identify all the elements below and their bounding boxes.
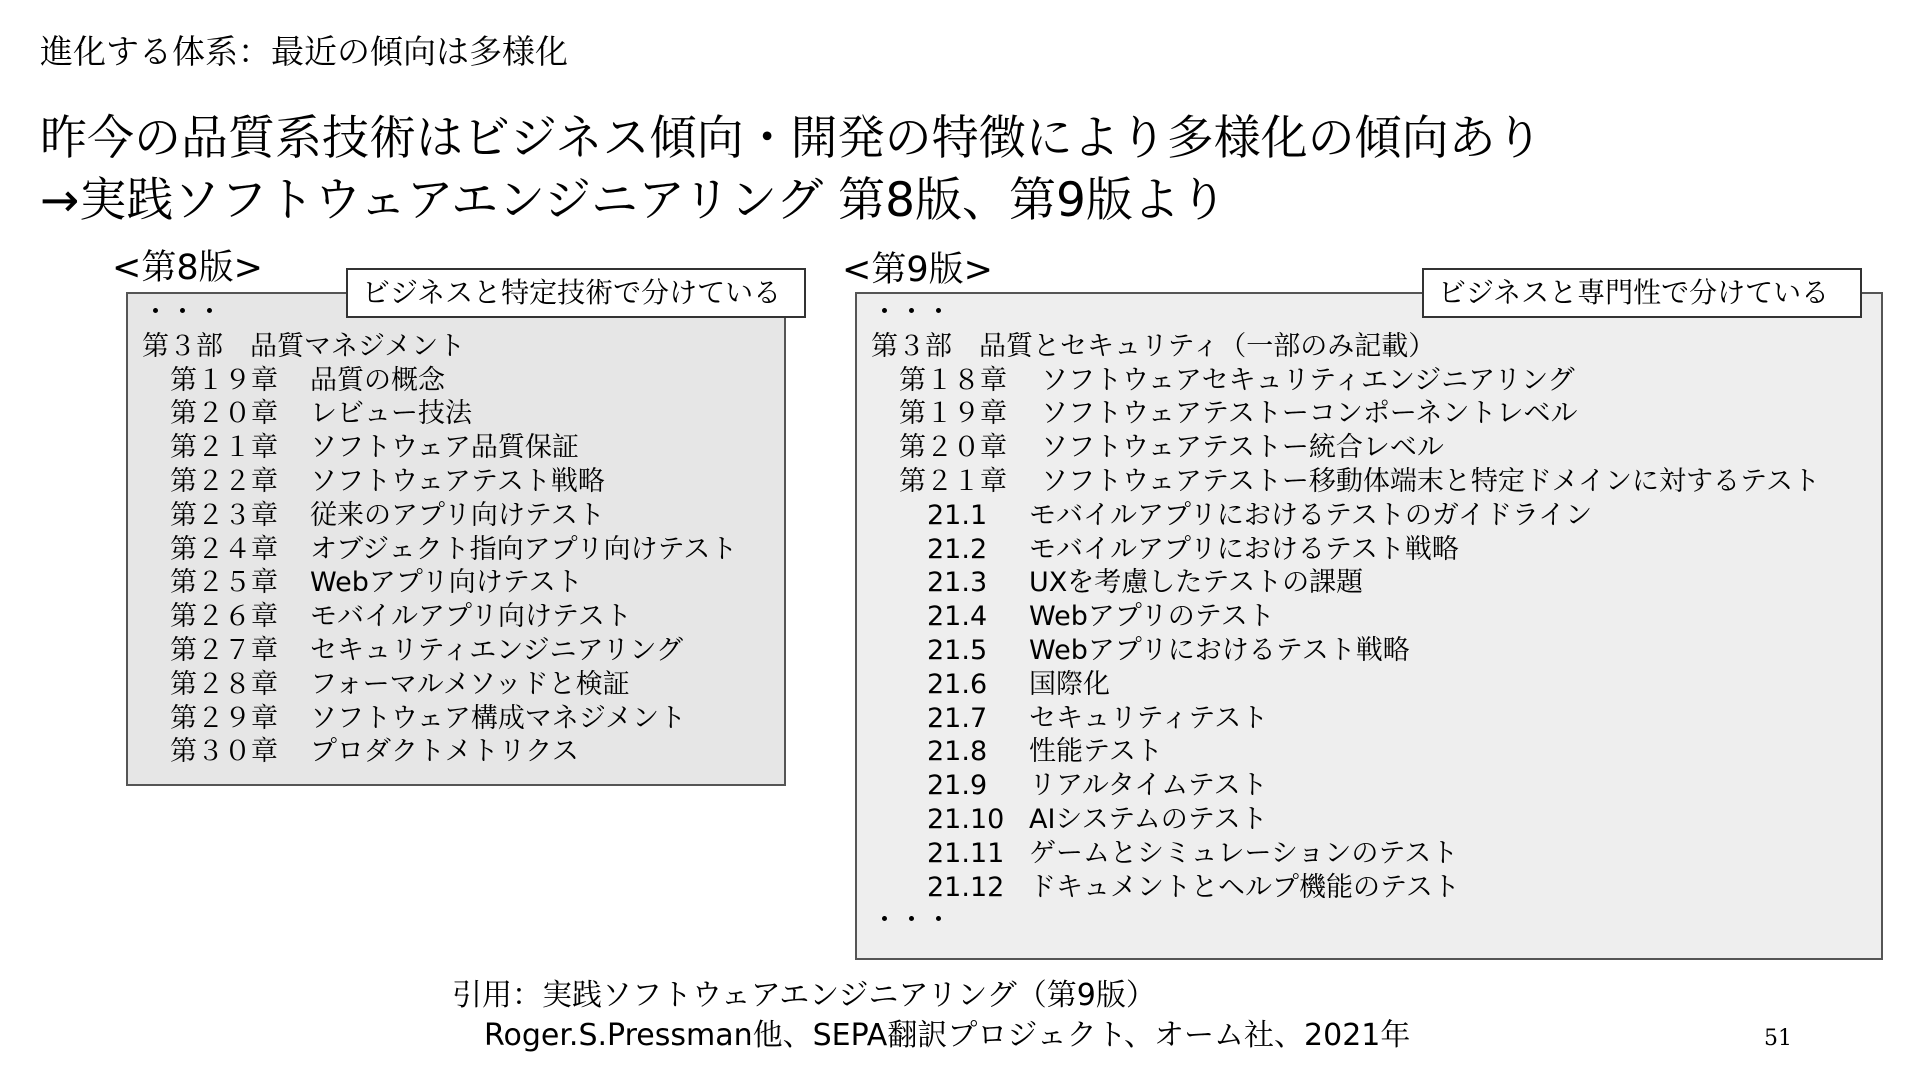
section-number: 21.7 bbox=[927, 702, 988, 734]
chapter-number: 第２３章 bbox=[170, 499, 278, 531]
v9-ellipsis-bottom: ・・・ bbox=[871, 905, 952, 937]
chapter-number: 第２７章 bbox=[170, 634, 278, 666]
chapter-title: オブジェクト指向アプリ向けテスト bbox=[310, 533, 738, 565]
v9-ellipsis-top: ・・・ bbox=[871, 297, 952, 328]
chapter-title: ソフトウェアテスト戦略 bbox=[310, 465, 605, 497]
section-number: 21.12 bbox=[927, 871, 1005, 903]
chapter-title: プロダクトメトリクス bbox=[310, 736, 579, 768]
toc-chapter bbox=[142, 566, 737, 600]
toc-section bbox=[871, 735, 1820, 769]
toc-section bbox=[871, 634, 1820, 668]
chapter-number: 第２５章 bbox=[170, 567, 278, 599]
chapter-number: 第２８章 bbox=[170, 668, 278, 700]
toc-section bbox=[871, 668, 1820, 702]
toc-section bbox=[871, 803, 1820, 837]
chapter-number: 第２９章 bbox=[170, 702, 278, 734]
v8-label: <第8版> bbox=[112, 248, 263, 288]
section-number: 21.5 bbox=[927, 634, 988, 666]
citation-line-1: 引用：実践ソフトウェアエンジニアリング（第9版） bbox=[452, 978, 1156, 1013]
chapter-title: フォーマルメソッドと検証 bbox=[310, 668, 630, 700]
toc-chapter bbox=[142, 431, 737, 465]
section-title: モバイルアプリにおけるテストのガイドライン bbox=[1029, 499, 1593, 531]
toc-section bbox=[871, 566, 1820, 600]
section-title: 進化する体系：最近の傾向は多様化 bbox=[40, 32, 568, 71]
citation-line-2: Roger.S.Pressman他、SEPA翻訳プロジェクト、オーム社、2021年 bbox=[484, 1018, 1411, 1053]
chapter-title: ソフトウェアテストーコンポーネントレベル bbox=[1041, 398, 1578, 430]
toc-section bbox=[871, 837, 1820, 871]
chapter-number: 第２１章 bbox=[170, 432, 278, 464]
v9-toc-list bbox=[871, 296, 1820, 938]
toc-chapter bbox=[142, 600, 737, 634]
section-title: セキュリティテスト bbox=[1029, 702, 1269, 734]
section-number: 21.8 bbox=[927, 736, 988, 768]
section-number: 21.6 bbox=[927, 668, 988, 700]
chapter-title: ソフトウェア品質保証 bbox=[310, 432, 579, 464]
chapter-title: ソフトウェアテストー統合レベル bbox=[1041, 432, 1444, 464]
section-title: Webアプリにおけるテスト戦略 bbox=[1029, 634, 1410, 666]
headline-line-2: →実践ソフトウェアエンジニアリング 第8版、第9版より bbox=[40, 173, 1227, 228]
toc-chapter bbox=[142, 634, 737, 668]
section-number: 21.1 bbox=[927, 499, 988, 531]
chapter-number: 第２２章 bbox=[170, 465, 278, 497]
v8-toc-list bbox=[142, 296, 737, 769]
section-number: 21.9 bbox=[927, 770, 988, 802]
section-number: 21.2 bbox=[927, 533, 988, 565]
chapter-title: セキュリティエンジニアリング bbox=[310, 634, 684, 666]
chapter-title: レビュー技法 bbox=[310, 398, 472, 430]
section-title: AIシステムのテスト bbox=[1029, 803, 1268, 835]
toc-chapter bbox=[142, 465, 737, 499]
chapter-title: 品質の概念 bbox=[310, 364, 445, 396]
section-title: モバイルアプリにおけるテスト戦略 bbox=[1029, 533, 1459, 565]
chapter-title: モバイルアプリ向けテスト bbox=[310, 601, 632, 633]
toc-chapter bbox=[142, 668, 737, 702]
headline bbox=[40, 108, 1543, 232]
toc-chapter bbox=[871, 364, 1820, 398]
section-number: 21.4 bbox=[927, 601, 988, 633]
toc-chapter bbox=[142, 735, 737, 769]
chapter-number: 第２１章 bbox=[899, 465, 1007, 497]
chapter-title: ソフトウェアテストー移動体端末と特定ドメインに対するテスト bbox=[1041, 465, 1820, 497]
section-title: リアルタイムテスト bbox=[1029, 770, 1268, 802]
toc-section bbox=[871, 600, 1820, 634]
toc-chapter bbox=[142, 533, 737, 567]
v9-callout: ビジネスと専門性で分けている bbox=[1422, 268, 1862, 318]
v9-label: <第9版> bbox=[842, 250, 993, 290]
v8-ellipsis: ・・・ bbox=[142, 297, 223, 328]
toc-section bbox=[871, 769, 1820, 803]
chapter-number: 第１９章 bbox=[899, 398, 1007, 430]
citation bbox=[452, 976, 1410, 1056]
toc-section bbox=[871, 533, 1820, 567]
section-title: UXを考慮したテストの課題 bbox=[1029, 567, 1364, 599]
toc-chapter bbox=[871, 397, 1820, 431]
section-number: 21.11 bbox=[927, 837, 1005, 869]
chapter-number: 第１９章 bbox=[170, 364, 278, 396]
toc-chapter bbox=[142, 499, 737, 533]
toc-section bbox=[871, 499, 1820, 533]
toc-chapter bbox=[871, 431, 1820, 465]
v8-callout: ビジネスと特定技術で分けている bbox=[346, 268, 806, 318]
chapter-number: 第２０章 bbox=[899, 432, 1007, 464]
v8-part-heading: 第３部 品質マネジメント bbox=[142, 330, 466, 362]
section-title: Webアプリのテスト bbox=[1029, 601, 1275, 633]
chapter-title: Webアプリ向けテスト bbox=[310, 567, 583, 599]
section-number: 21.10 bbox=[927, 803, 1005, 835]
v9-part-heading: 第３部 品質とセキュリティ（一部のみ記載） bbox=[871, 330, 1436, 362]
section-number: 21.3 bbox=[927, 567, 988, 599]
toc-chapter bbox=[142, 364, 737, 398]
toc-section bbox=[871, 702, 1820, 736]
section-title: ドキュメントとヘルプ機能のテスト bbox=[1029, 871, 1460, 903]
headline-line-1: 昨今の品質系技術はビジネス傾向・開発の特徴により多様化の傾向あり bbox=[40, 111, 1543, 166]
chapter-number: 第１８章 bbox=[899, 364, 1007, 396]
chapter-number: 第３０章 bbox=[170, 736, 278, 768]
chapter-title: ソフトウェアセキュリティエンジニアリング bbox=[1041, 364, 1575, 396]
chapter-number: 第２６章 bbox=[170, 601, 278, 633]
chapter-title: ソフトウェア構成マネジメント bbox=[310, 702, 687, 734]
v8-toc-box bbox=[126, 292, 786, 786]
page-number: 51 bbox=[1764, 1026, 1792, 1051]
toc-chapter bbox=[871, 465, 1820, 499]
section-title: ゲームとシミュレーションのテスト bbox=[1029, 837, 1459, 869]
toc-chapter bbox=[142, 397, 737, 431]
chapter-number: 第２０章 bbox=[170, 398, 278, 430]
v9-toc-box bbox=[855, 292, 1883, 960]
chapter-title: 従来のアプリ向けテスト bbox=[310, 499, 605, 531]
section-title: 性能テスト bbox=[1029, 736, 1163, 768]
section-title: 国際化 bbox=[1029, 668, 1110, 700]
chapter-number: 第２４章 bbox=[170, 533, 278, 565]
toc-section bbox=[871, 871, 1820, 905]
toc-chapter bbox=[142, 702, 737, 736]
